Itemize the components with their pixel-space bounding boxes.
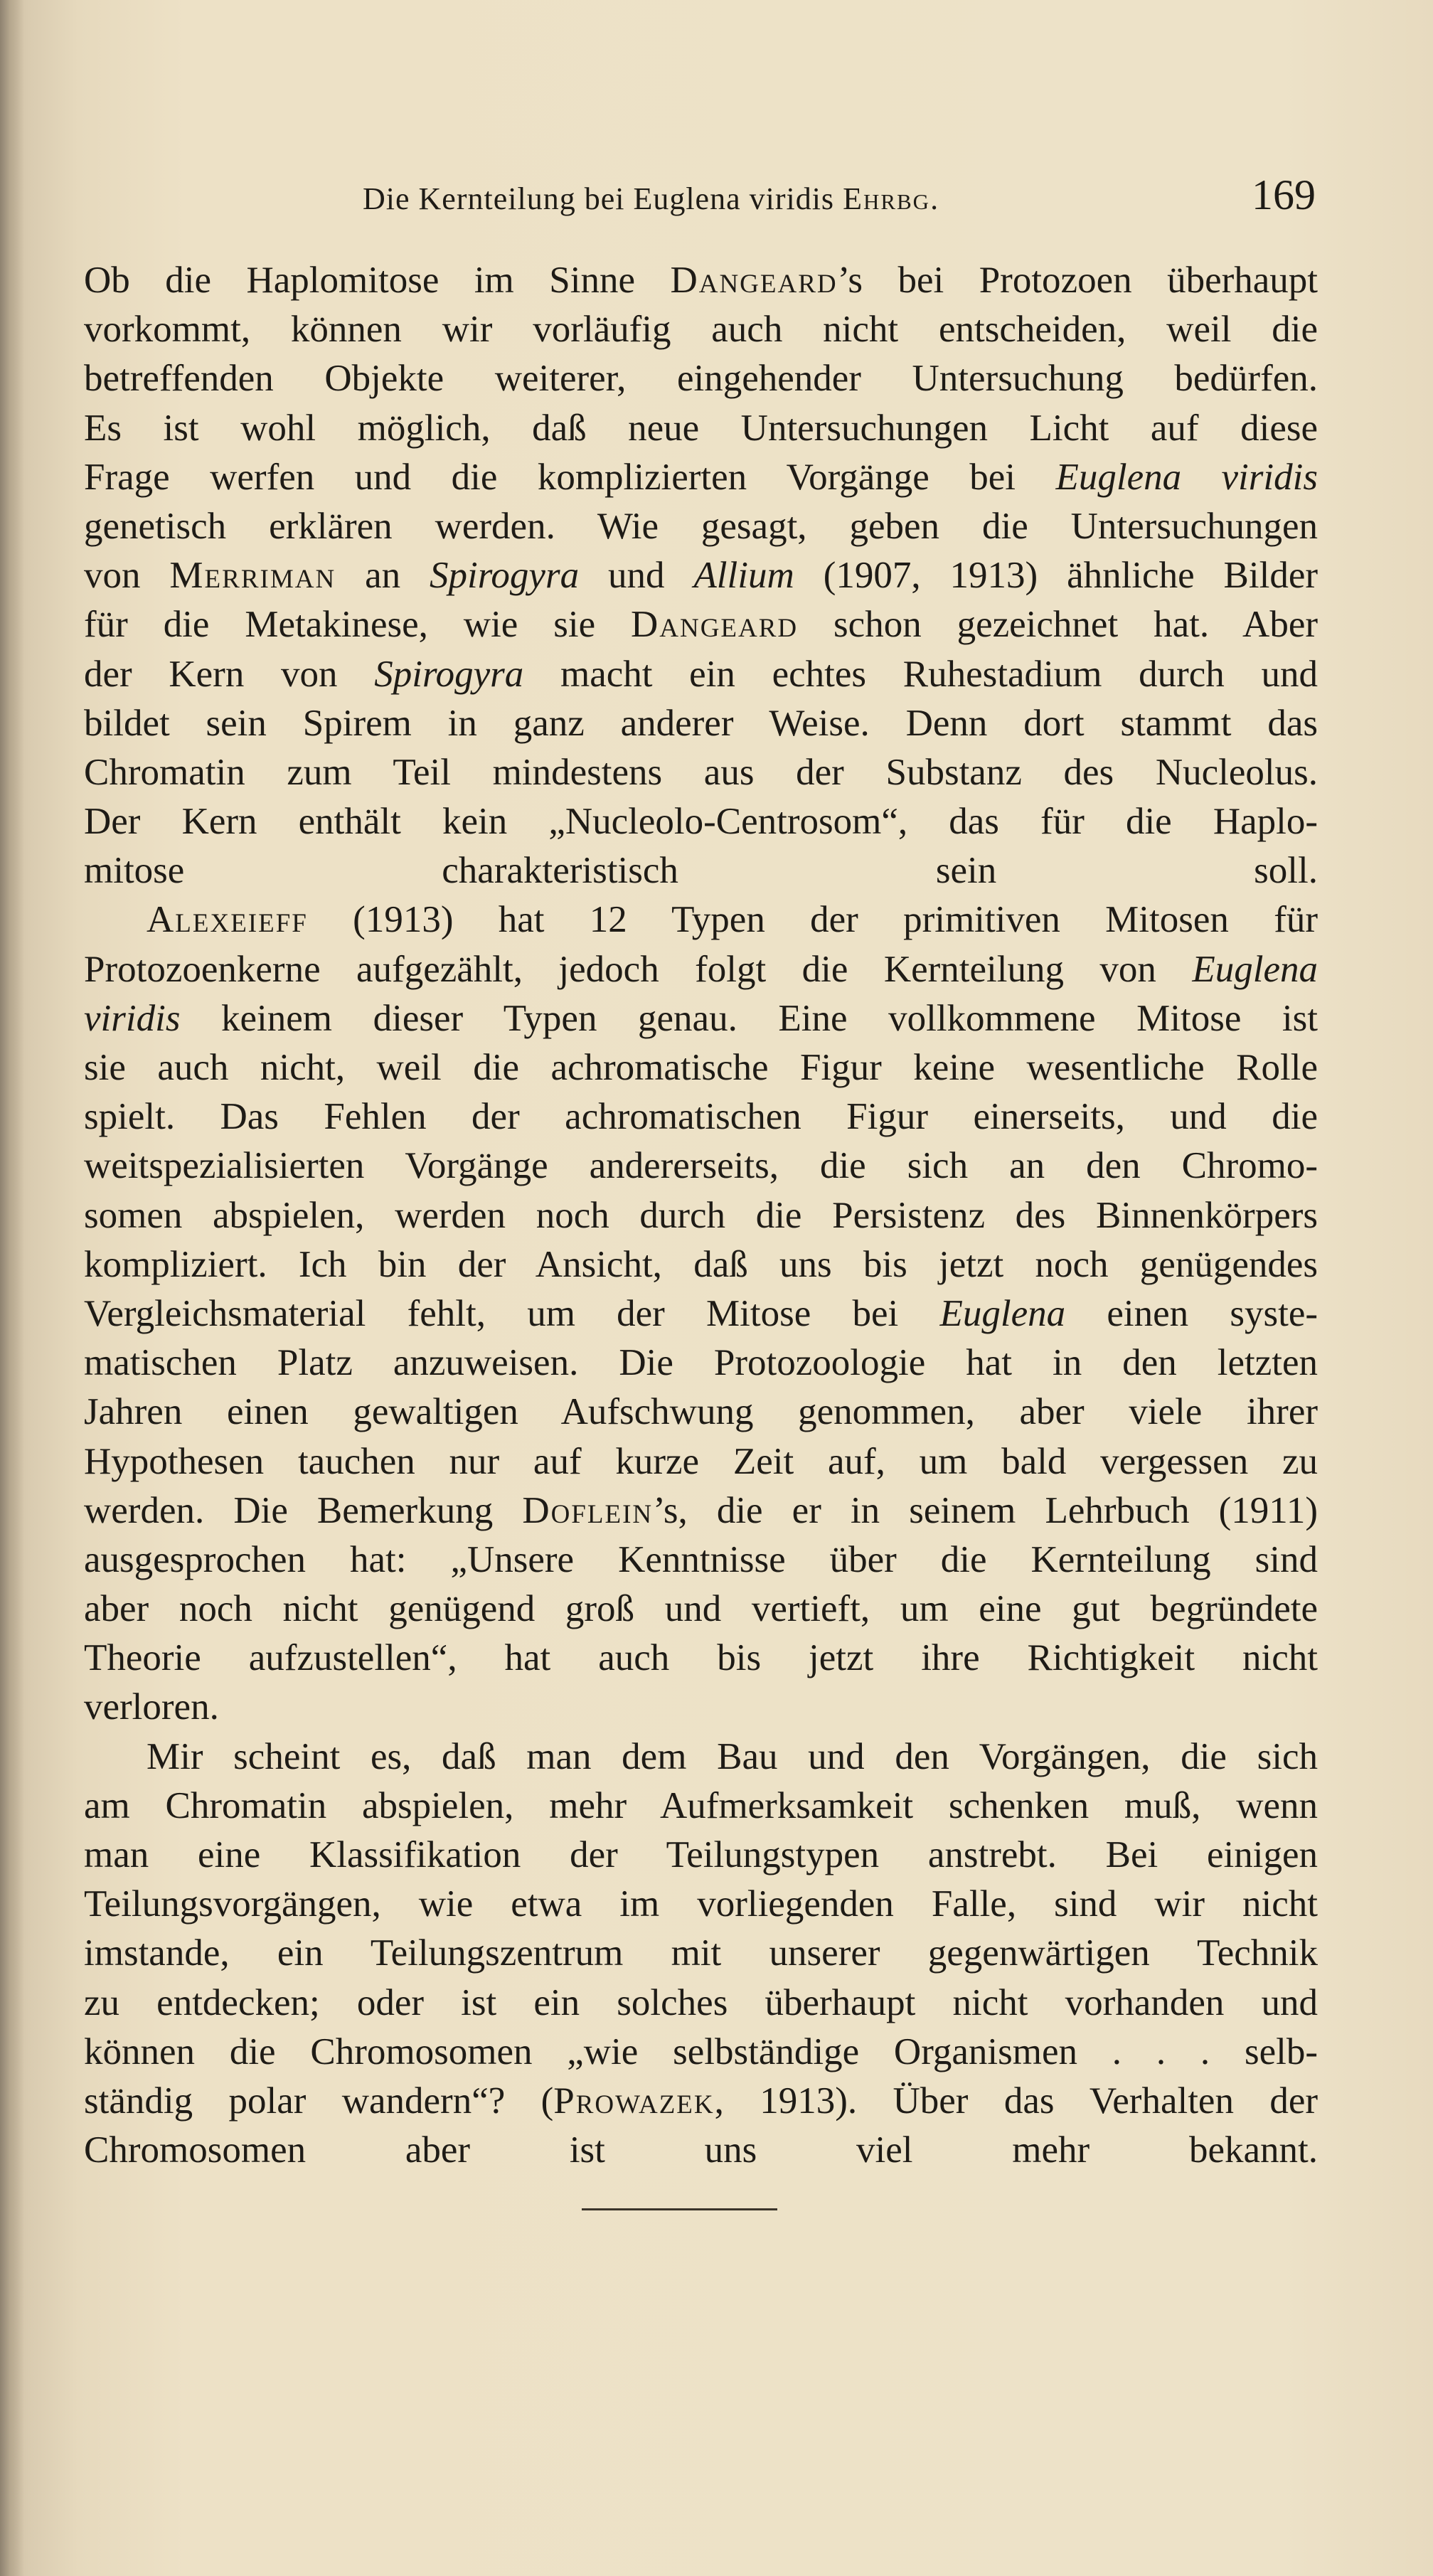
text-line: werden. Die Bemerkung Doflein’s, die er in seinem Lehrbuch (1911) — [84, 1489, 1318, 1531]
text-line: können die Chromosomen „wie selbständige Organismen . . . selb- — [84, 2031, 1318, 2072]
running-title-prefix: Die Kernteilung bei Euglena viridis — [363, 181, 843, 216]
text-line: sie auch nicht, weil die achromatische Figur keine wesentliche Rolle — [84, 1047, 1318, 1088]
author-name: Alexeieff — [147, 899, 308, 941]
author-name: Dangeard — [631, 604, 799, 646]
text-line: betreffenden Objekte weiterer, eingehender Untersuchung bedürfen. — [84, 358, 1318, 400]
text-line: matischen Platz anzuweisen. Die Protozoologie hat in den letzten — [84, 1342, 1318, 1384]
section-end-rule — [582, 2208, 777, 2210]
text-line: Chromosomen aber ist uns viel mehr bekannt. — [84, 2129, 1318, 2171]
author-name: Dangeard — [670, 260, 838, 301]
text-line: ausgesprochen hat: „Unsere Kenntnisse über die Kernteilung sind — [84, 1538, 1318, 1580]
text-line: Protozoenkerne aufgezählt, jedoch folgt die Kernteilung von Euglena — [84, 948, 1318, 990]
text-line: am Chromatin abspielen, mehr Aufmerksamkeit schenken muß, wenn — [84, 1784, 1318, 1826]
text-line: zu entdecken; oder ist ein solches überhaupt nicht vorhanden und — [84, 1981, 1318, 2023]
italic-term: Euglena viridis — [1055, 456, 1318, 498]
text-line: imstande, ein Teilungszentrum mit unserer gegenwärtigen Technik — [84, 1932, 1318, 1974]
text-line: bildet sein Spirem in ganz anderer Weise. Denn dort stammt das — [84, 702, 1318, 744]
paragraph — [84, 1733, 1318, 2176]
text-line: man eine Klassifikation der Teilungstypen anstrebt. Bei einigen — [84, 1834, 1318, 1875]
body-text — [84, 256, 1318, 2175]
text-line: mitose charakteristisch sein soll. — [84, 850, 1318, 892]
author-name: Doflein — [522, 1489, 654, 1531]
text-line: der Kern von Spirogyra macht ein echtes Ruhestadium durch und — [84, 653, 1318, 695]
text-line: aber noch nicht genügend groß und vertieft, um eine gut begründete — [84, 1588, 1318, 1630]
text-line: von Merriman an Spirogyra und Allium (1907, 1913) ähnliche Bilder — [84, 555, 1318, 597]
text-line: genetisch erklären werden. Wie gesagt, geben die Untersuchungen — [84, 505, 1318, 547]
author-name: Merriman — [169, 555, 336, 597]
italic-term: Spirogyra — [374, 653, 524, 695]
text-line: Chromatin zum Teil mindestens aus der Substanz des Nucleolus. — [84, 751, 1318, 793]
text-line: Theorie aufzustellen“, hat auch bis jetzt ihre Richtigkeit nicht — [84, 1637, 1318, 1679]
text-line: kompliziert. Ich bin der Ansicht, daß uns bis jetzt noch genügendes — [84, 1243, 1318, 1285]
text-line: für die Metakinese, wie sie Dangeard schon gezeichnet hat. Aber — [84, 604, 1318, 646]
running-title-author: Ehrbg. — [843, 181, 940, 216]
text-line: viridis keinem dieser Typen genau. Eine vollkommene Mitose ist — [84, 997, 1318, 1039]
text-line: Mir scheint es, daß man dem Bau und den Vorgängen, die sich — [147, 1735, 1318, 1777]
italic-term: Euglena — [1192, 948, 1318, 990]
text-line: Der Kern enthält kein „Nucleolo-Centrosom“, das für die Haplo- — [84, 801, 1318, 843]
text-line: spielt. Das Fehlen der achromatischen Figur einerseits, und die — [84, 1096, 1318, 1138]
italic-term: Euglena — [939, 1292, 1066, 1334]
paragraph — [84, 256, 1318, 895]
text-line: verloren. — [84, 1686, 219, 1728]
page-number: 169 — [1252, 171, 1316, 218]
text-line: Hypothesen tauchen nur auf kurze Zeit auf, um bald vergessen zu — [84, 1440, 1318, 1482]
text-line: Frage werfen und die komplizierten Vorgänge bei Euglena viridis — [84, 456, 1318, 498]
author-name: Prowazek — [553, 2080, 715, 2122]
italic-term: viridis — [84, 997, 181, 1039]
text-line: Ob die Haplomitose im Sinne Dangeard’s bei Protozoen überhaupt — [84, 260, 1318, 301]
text-line: ständig polar wandern“? (Prowazek, 1913). Über das Verhalten der — [84, 2080, 1318, 2122]
text-line: weitspezialisierten Vorgänge andererseits, die sich an den Chromo- — [84, 1145, 1318, 1187]
text-line: Teilungsvorgängen, wie etwa im vorliegenden Falle, sind wir nicht — [84, 1883, 1318, 1925]
book-spine-shadow — [0, 0, 24, 2576]
text-line: Jahren einen gewaltigen Aufschwung genommen, aber viele ihrer — [84, 1391, 1318, 1433]
paragraph — [84, 895, 1318, 1732]
italic-term: Spirogyra — [430, 555, 580, 597]
text-line: Vergleichsmaterial fehlt, um der Mitose bei Euglena einen syste- — [84, 1292, 1318, 1334]
text-line: somen abspielen, werden noch durch die Persistenz des Binnenkörpers — [84, 1194, 1318, 1236]
text-line: Alexeieff (1913) hat 12 Typen der primitiven Mitosen für — [147, 899, 1318, 941]
running-head — [0, 171, 1433, 228]
text-line: vorkommt, können wir vorläufig auch nicht entscheiden, weil die — [84, 309, 1318, 351]
italic-term: Allium — [693, 555, 794, 597]
text-line: Es ist wohl möglich, daß neue Untersuchungen Licht auf diese — [84, 407, 1318, 449]
running-title — [363, 181, 939, 217]
